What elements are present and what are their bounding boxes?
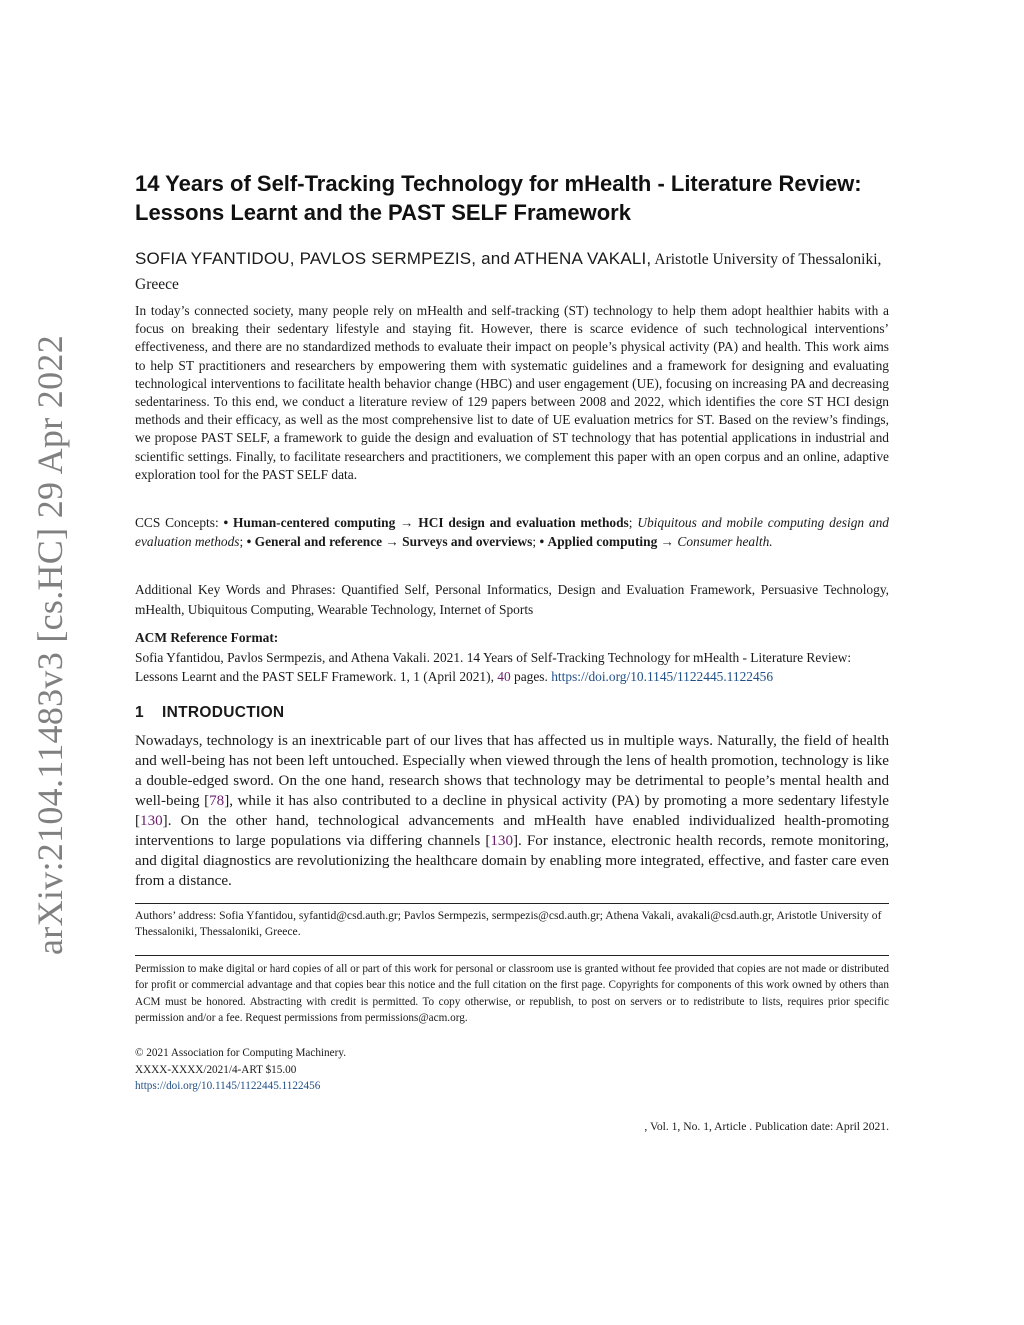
ccs-concepts xyxy=(135,514,889,551)
ccs-concept-hci: Human-centered computing → HCI design and evaluation methods xyxy=(233,515,629,530)
doi-link[interactable]: https://doi.org/10.1145/1122445.1122456 xyxy=(551,669,774,684)
ccs-concept-ubiquitous: Ubiquitous and mobile computing design and evaluation methods xyxy=(135,515,889,549)
introduction-paragraph xyxy=(135,731,889,891)
permission-notice: Permission to make digital or hard copies of all or part of this work for personal or classroom use is granted without fee provided that copies are not made or distributed for profit or commercial advantage and that copies bear this notice and the full citation on the first page. Copyrights for components of this work owned by others than ACM must be honored. Abstracting with credit is permitted. To copy otherwise, or republish, to post on servers or to redistribute to lists, requires prior specific permission and/or a fee. Request permissions from permissions@acm.org. xyxy=(135,963,889,1024)
keywords: Additional Key Words and Phrases: Quantified Self, Personal Informatics, Design and Evaluation Framework, Persuasive Technology, mHealth, Ubiquitous Computing, Wearable Technology, Internet of Sports xyxy=(135,582,889,617)
acm-reference-text: Sofia Yfantidou, Pavlos Sermpezis, and Athena Vakali. 2021. 14 Years of Self-Tracking Technology for mHealth - Literature Review: Lessons Learnt and the PAST SELF Framework. 1, 1 (April 2021), xyxy=(135,649,852,684)
intro-text: ]. On the other hand, technological advancements and mHealth have enabled individualized health-promoting interventions to large populations via differing channels [ xyxy=(135,813,889,849)
ccs-concept-surveys: General and reference → Surveys and overviews xyxy=(254,533,533,549)
abstract: In today’s connected society, many people rely on mHealth and self-tracking (ST) technology to help them adopt healthier habits with a focus on breaking their sedentary lifestyle and staying fit. However, there is scarce evidence of such technological interventions’ effectiveness, and there are no standardized methods to evaluate their impact on people’s physical activity (PA) and health. This work aims to help ST practitioners and researchers by empowering them with systematic guidelines and a framework for designing and evaluating technological interventions to facilitate health behavior change (HBC) and user engagement (UE), focusing on increasing PA and decreasing sedentariness. To this end, we conduct a literature review of 129 papers between 2008 and 2022, which identifies the core ST HCI design methods and their efficacy, as well as the most comprehensive list to date of UE evaluation metrics for ST. Based on the review’s findings, we propose PAST SELF, a framework to guide the design and evaluation of ST technology that has potential applications in industrial and scientific settings. Finally, to facilitate researchers and practitioners, we complement this paper with an open corpus and an online, adaptive exploration tool for the PAST SELF data. xyxy=(135,303,889,482)
page-footer: , Vol. 1, No. 1, Article . Publication date: April 2021. xyxy=(644,1120,889,1133)
publication-meta xyxy=(135,1045,889,1095)
pages-label: pages. xyxy=(514,669,548,684)
paper-title: 14 Years of Self-Tracking Technology for mHealth - Literature Review: Lessons Learnt and the PAST SELF Framework xyxy=(135,171,862,225)
section-title: INTRODUCTION xyxy=(162,704,285,721)
divider xyxy=(135,903,889,904)
citation-link[interactable]: 78 xyxy=(209,793,225,809)
ccs-bullet-3: • xyxy=(539,533,545,549)
author-line xyxy=(135,246,889,297)
intro-text: ], while it has also contributed to a decline in physical activity (PA) by promoting a more sedentary lifestyle [ xyxy=(135,793,889,829)
section-heading xyxy=(135,704,889,722)
ccs-concept-applied: Applied computing → xyxy=(547,533,675,549)
ccs-concept-consumer-health: Consumer health. xyxy=(677,533,773,549)
ccs-separator: ; xyxy=(628,515,633,530)
ccs-separator: ; xyxy=(532,533,537,549)
citation-link[interactable]: 130 xyxy=(140,813,163,829)
intro-text: Nowadays, technology is an inextricable part of our lives that has affected us in multiple ways. Naturally, the field of health and well-being has not been left untouched. Especially when viewed through the lens of health promotion, technology is like a double-edged sword. On the one hand, research shows that technology may be detrimental to people’s mental health and well-being [ xyxy=(135,733,889,809)
copyright-line: © 2021 Association for Computing Machinery. xyxy=(135,1047,346,1059)
author-names: SOFIA YFANTIDOU, PAVLOS SERMPEZIS, and ATHENA VAKALI, xyxy=(135,249,652,268)
intro-text: ]. For instance, electronic health records, remote monitoring, and digital diagnostics are revolutionizing the healthcare domain by enabling more integrated, effective, and faster care even from a distance. xyxy=(135,833,889,889)
ccs-bullet-2: • xyxy=(246,533,252,549)
acm-reference-label: ACM Reference Format: xyxy=(135,630,279,645)
pages-count-link[interactable]: 40 xyxy=(497,669,511,684)
ccs-bullet-1: • xyxy=(223,515,229,530)
author-affiliation: Aristotle University of Thessaloniki, Greece xyxy=(135,251,882,293)
acm-reference-format xyxy=(135,628,889,687)
section-number: 1 xyxy=(135,704,144,721)
ccs-separator: ; xyxy=(239,533,244,549)
issn-line: XXXX-XXXX/2021/4-ART $15.00 xyxy=(135,1063,297,1076)
ccs-label: CCS Concepts: xyxy=(135,515,219,530)
divider xyxy=(135,955,889,956)
footer-doi-link[interactable]: https://doi.org/10.1145/1122445.1122456 xyxy=(135,1080,321,1092)
citation-link[interactable]: 130 xyxy=(490,833,513,849)
arxiv-identifier-stamp: arXiv:2104.11483v3 [cs.HC] 29 Apr 2022 xyxy=(30,334,70,955)
authors-address: Authors’ address: Sofia Yfantidou, syfantid@csd.auth.gr; Pavlos Sermpezis, sermpezis@csd.auth.gr; Athena Vakali, avakali@csd.auth.gr, Aristotle University of Thessaloniki, Thessaloniki, Greece. xyxy=(135,909,882,938)
